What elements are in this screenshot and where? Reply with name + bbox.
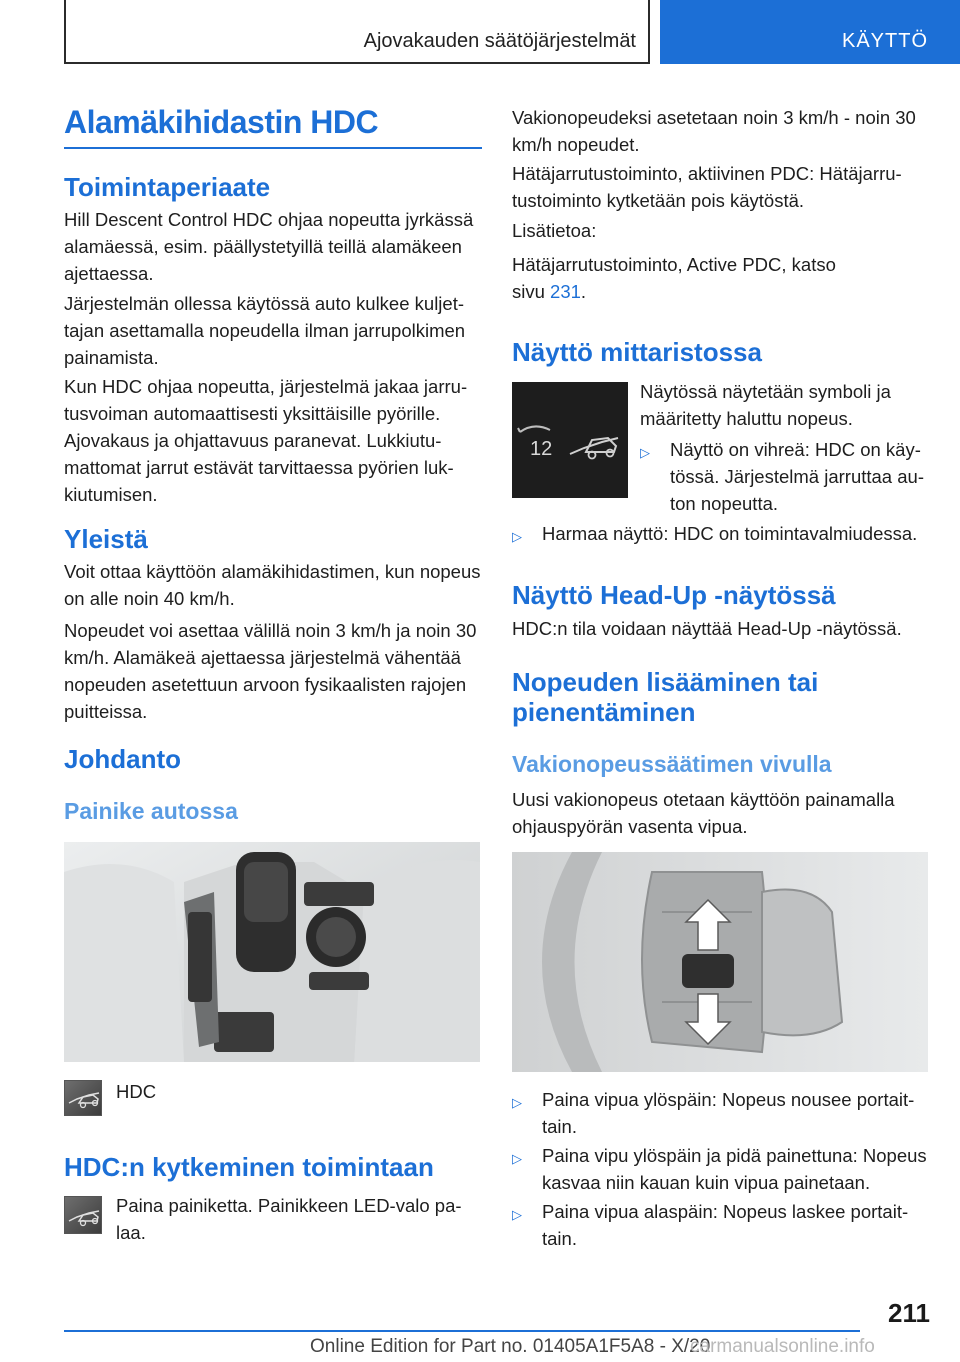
heading-johdanto: Johdanto [64,744,181,774]
cluster-display-image [512,382,628,498]
list-item [640,436,932,517]
page-link-231[interactable]: 231 [550,281,581,302]
bullet-icon: ▷ [640,445,650,460]
footer-rule [64,1330,860,1332]
center-console-photo [64,842,480,1062]
heading-hdc-kytkeminen: HDC:n kytkeminen toimintaan [64,1152,434,1182]
paragraph: Nopeudet voi asettaa välillä noin 3 km/h ja noin 30 km/h. Alamäkeä ajettaessa järjestelmä vähentää nopeuden asetettuun arvoon fysikaalisten rajojen puitteissa. [64,620,477,722]
header-chapter-label: KÄYTTÖ [841,30,928,52]
paragraph: Voit ottaa käyttöön alamäkihidastimen, kun nopeus on alle noin 40 km/h. [64,561,481,609]
paragraph: Paina painiketta. Painikkeen LED-valo palaa. [116,1195,462,1243]
bullet-icon: ▷ [512,529,522,544]
hdc-icon-label: HDC [116,1081,157,1102]
list-item [512,520,932,547]
paragraph: Kun HDC ohjaa nopeutta, järjestelmä jakaa jarrutusvoiman automaattisesti yksittäisille pyörille. Ajovakaus ja ohjattavuus paranevat. Lukkiutumattomat jarrut estävät tarvittaessa pyörien lukkiutumisen. [64,376,468,505]
list-item [512,1142,932,1196]
paragraph: Hill Descent Control HDC ohjaa nopeutta jyrkässä alamäessä, esim. päällystetyillä teillä alamäkeen ajettaessa. [64,209,474,284]
header-chapter-tab[interactable] [660,0,960,64]
heading-nopeuden-lisaaminen [512,667,818,727]
steering-lever-photo [512,852,928,1072]
list-item-text: Paina vipu ylöspäin ja pidä painettuna: Nopeus kasvaa niin kauan kuin vipua painetaan. [542,1145,927,1193]
subheading-painike-autossa: Painike autossa [64,798,238,824]
page-title: Alamäkihidastin HDC [64,104,379,140]
heading-line-2: pienentäminen [512,697,696,727]
paragraph: Uusi vakionopeus otetaan käyttöön painamalla ohjauspyörän vasenta vipua. [512,789,895,837]
bullet-icon: ▷ [512,1095,522,1110]
paragraph: HDC:n tila voidaan näyttää Head-Up -näytössä. [512,618,902,639]
list-item [512,1086,932,1140]
paragraph: Hätäjarrutustoiminto, aktiivinen PDC: Hätäjarrutustoiminto kytketään pois käytöstä. [512,163,902,211]
hdc-icon [64,1080,102,1116]
page-number: 211 [888,1298,930,1328]
list-item [512,1198,932,1252]
list-item-text: Harmaa näyttö: HDC on toimintavalmiudessa. [542,523,918,544]
paragraph-text: Hätäjarrutustoiminto, Active PDC, katso sivu [512,254,836,302]
bullet-icon: ▷ [512,1151,522,1166]
paragraph-end: . [580,281,587,302]
header-section-title: Ajovakauden säätöjärjestelmät [363,30,636,52]
cluster-speed-value: 12 [530,438,553,460]
heading-naytto-mittaristossa: Näyttö mittaristossa [512,337,762,367]
header-section-box [64,0,650,64]
heading-toimintaperiaate: Toimintaperiaate [64,172,271,202]
subheading-vakionopeussaatimen-vivulla: Vakionopeussäätimen vivulla [512,751,832,777]
paragraph: Näytössä näytetään symboli ja määritetty haluttu nopeus. [640,381,891,429]
paragraph [512,251,872,305]
paragraph: Lisätietoa: [512,220,597,241]
paragraph: Vakionopeudeksi asetetaan noin 3 km/h - noin 30 km/h nopeudet. [512,107,916,155]
footer-watermark[interactable]: carmanualsonline.info [690,1336,875,1357]
list-item-text: Paina vipua ylöspäin: Nopeus nousee portaittain. [542,1089,915,1137]
heading-naytto-head-up: Näyttö Head-Up -näytössä [512,580,836,610]
list-item-text: Paina vipua alaspäin: Nopeus laskee portaittain. [542,1201,909,1249]
paragraph: Järjestelmän ollessa käytössä auto kulkee kuljettajan asettamalla nopeudella ilman jarrupolkimen painamista. [64,293,466,368]
list-item-text: Näyttö on vihreä: HDC on käytössä. Järjestelmä jarruttaa auton nopeutta. [670,439,924,514]
heading-line-1: Nopeuden lisääminen tai [512,667,819,697]
bullet-icon: ▷ [512,1207,522,1222]
title-rule [64,147,482,149]
hdc-button-icon [64,1196,102,1234]
heading-yleista: Yleistä [64,524,148,554]
footer-edition: Online Edition for Part no. 01405A1F5A8 - X/20 [310,1336,711,1357]
